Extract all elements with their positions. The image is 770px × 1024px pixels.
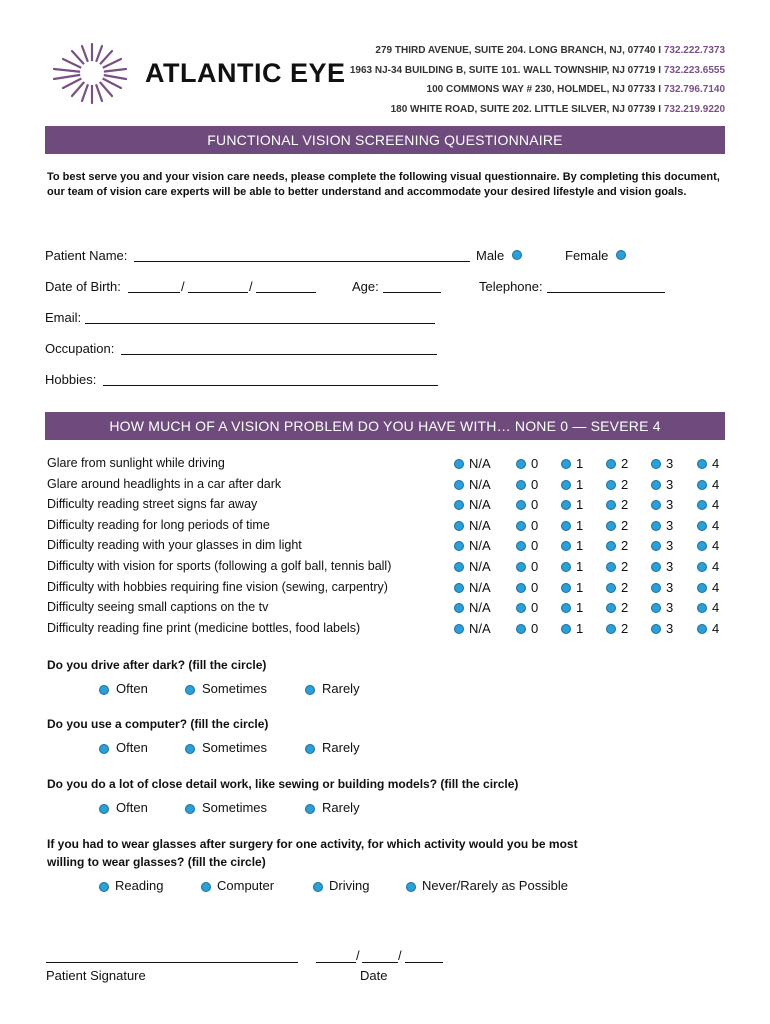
rating-option-label: 3 — [666, 497, 674, 512]
rating-radio[interactable] — [651, 562, 661, 572]
rating-option-label: 0 — [531, 456, 539, 471]
dob-separator: / — [181, 279, 185, 294]
address-line-3: 100 COMMONS WAY # 230, HOLMDEL, NJ 07733 I 732.796.7140 — [426, 84, 725, 95]
patient-signature-label: Patient Signature — [46, 968, 146, 983]
rating-radio[interactable] — [454, 603, 464, 613]
rating-option-label: 1 — [576, 497, 584, 512]
frequency-option-label: Often — [116, 740, 148, 755]
rating-option-label: 3 — [666, 600, 674, 615]
frequency-radio[interactable] — [99, 685, 109, 695]
rating-option-label: 3 — [666, 559, 674, 574]
date-day-field[interactable] — [362, 962, 398, 963]
rating-option-label: 1 — [576, 559, 584, 574]
logo-sunburst-icon — [46, 40, 138, 106]
rating-radio[interactable] — [516, 562, 526, 572]
rating-option-label: 2 — [621, 477, 629, 492]
rating-radio[interactable] — [561, 500, 571, 510]
rating-option-label: 2 — [621, 580, 629, 595]
rating-option-label: 0 — [531, 518, 539, 533]
rating-option-label: N/A — [469, 456, 491, 471]
rating-option-label: 4 — [712, 497, 720, 512]
rating-radio[interactable] — [651, 500, 661, 510]
rating-option-label: 1 — [576, 580, 584, 595]
rating-option-label: 3 — [666, 538, 674, 553]
occupation-label: Occupation: — [45, 341, 115, 356]
question-text: Do you drive after dark? (fill the circle) — [47, 658, 267, 672]
rating-option-label: 4 — [712, 518, 720, 533]
telephone-label: Telephone: — [479, 279, 543, 294]
rating-radio[interactable] — [561, 480, 571, 490]
rating-option-label: 3 — [666, 518, 674, 533]
problem-label: Glare around headlights in a car after dark — [47, 477, 282, 491]
rating-option-label: 2 — [621, 559, 629, 574]
rating-radio[interactable] — [561, 624, 571, 634]
rating-option-label: 4 — [712, 477, 720, 492]
rating-radio[interactable] — [516, 624, 526, 634]
rating-radio[interactable] — [516, 583, 526, 593]
rating-option-label: N/A — [469, 477, 491, 492]
rating-radio[interactable] — [454, 562, 464, 572]
male-label: Male — [476, 248, 505, 263]
frequency-option-label: Sometimes — [202, 740, 268, 755]
frequency-radio[interactable] — [185, 685, 195, 695]
occupation-field[interactable] — [121, 354, 437, 355]
intro-text: To best serve you and your vision care needs, please complete the following visual questionnaire. By completing this document, our team of vision care experts will be able to better understand and accommodate your desired lifestyle and vision goals. — [47, 171, 720, 198]
dob-day-field[interactable] — [188, 292, 248, 293]
frequency-option-label: Sometimes — [202, 800, 268, 815]
rating-option-label: 1 — [576, 456, 584, 471]
activity-radio[interactable] — [406, 882, 416, 892]
rating-radio[interactable] — [516, 459, 526, 469]
rating-option-label: 2 — [621, 518, 629, 533]
rating-option-label: 0 — [531, 538, 539, 553]
rating-radio[interactable] — [454, 624, 464, 634]
patient-name-field[interactable] — [134, 261, 470, 262]
rating-radio[interactable] — [561, 583, 571, 593]
activity-radio[interactable] — [201, 882, 211, 892]
rating-option-label: 1 — [576, 538, 584, 553]
rating-radio[interactable] — [561, 541, 571, 551]
rating-option-label: 2 — [621, 600, 629, 615]
problem-label: Glare from sunlight while driving — [47, 456, 225, 470]
male-radio[interactable] — [512, 250, 522, 260]
rating-radio[interactable] — [697, 603, 707, 613]
frequency-option-label: Often — [116, 681, 148, 696]
rating-radio[interactable] — [516, 500, 526, 510]
email-field[interactable] — [85, 323, 435, 324]
rating-radio[interactable] — [561, 459, 571, 469]
address-line-2: 1963 NJ-34 BUILDING B, SUITE 101. WALL TOWNSHIP, NJ 07719 I 732.223.6555 — [349, 65, 725, 76]
rating-option-label: N/A — [469, 518, 491, 533]
rating-radio[interactable] — [516, 541, 526, 551]
address-line-4: 180 WHITE ROAD, SUITE 202. LITTLE SILVER, NJ 07739 I 732.219.9220 — [390, 104, 725, 115]
female-label: Female — [565, 248, 609, 263]
frequency-radio[interactable] — [305, 744, 315, 754]
rating-radio[interactable] — [651, 583, 661, 593]
rating-radio[interactable] — [651, 521, 661, 531]
rating-radio[interactable] — [651, 624, 661, 634]
dob-label: Date of Birth: — [45, 279, 121, 294]
rating-radio[interactable] — [454, 541, 464, 551]
activity-radio[interactable] — [99, 882, 109, 892]
rating-radio[interactable] — [606, 459, 616, 469]
question-text: Do you do a lot of close detail work, like sewing or building models? (fill the circle) — [47, 777, 519, 791]
rating-option-label: N/A — [469, 538, 491, 553]
rating-radio[interactable] — [697, 459, 707, 469]
problem-label: Difficulty reading fine print (medicine bottles, food labels) — [47, 621, 361, 635]
address-line-1: 279 THIRD AVENUE, SUITE 204. LONG BRANCH, NJ, 07740 I 732.222.7373 — [375, 45, 725, 56]
problem-label: Difficulty reading with your glasses in dim light — [47, 538, 302, 552]
rating-radio[interactable] — [651, 541, 661, 551]
activity-option-label: Driving — [329, 878, 370, 893]
rating-radio[interactable] — [697, 583, 707, 593]
activity-radio[interactable] — [313, 882, 323, 892]
rating-option-label: 2 — [621, 497, 629, 512]
rating-radio[interactable] — [606, 500, 616, 510]
rating-option-label: 3 — [666, 580, 674, 595]
frequency-radio[interactable] — [99, 744, 109, 754]
rating-radio[interactable] — [697, 541, 707, 551]
rating-option-label: 1 — [576, 477, 584, 492]
problem-label: Difficulty reading for long periods of time — [47, 518, 270, 532]
rating-radio[interactable] — [606, 562, 616, 572]
question-text: Do you use a computer? (fill the circle) — [47, 717, 269, 731]
rating-radio[interactable] — [516, 603, 526, 613]
rating-option-label: N/A — [469, 559, 491, 574]
rating-option-label: 0 — [531, 600, 539, 615]
rating-option-label: 1 — [576, 621, 584, 636]
frequency-radio[interactable] — [305, 804, 315, 814]
frequency-option-label: Rarely — [322, 681, 360, 696]
logo-text: ATLANTIC EYE — [145, 58, 346, 88]
rating-radio[interactable] — [651, 459, 661, 469]
date-separator: / — [356, 948, 360, 963]
rating-option-label: 0 — [531, 497, 539, 512]
rating-radio[interactable] — [606, 541, 616, 551]
date-month-field[interactable] — [316, 962, 356, 963]
rating-radio[interactable] — [606, 624, 616, 634]
rating-radio[interactable] — [454, 583, 464, 593]
rating-option-label: 4 — [712, 456, 720, 471]
frequency-radio[interactable] — [99, 804, 109, 814]
frequency-radio[interactable] — [185, 744, 195, 754]
rating-option-label: 4 — [712, 621, 720, 636]
rating-radio[interactable] — [697, 521, 707, 531]
rating-option-label: 4 — [712, 600, 720, 615]
rating-radio[interactable] — [454, 480, 464, 490]
dob-month-field[interactable] — [128, 292, 180, 293]
female-radio[interactable] — [616, 250, 626, 260]
rating-option-label: 4 — [712, 559, 720, 574]
rating-radio[interactable] — [697, 562, 707, 572]
rating-option-label: 0 — [531, 580, 539, 595]
rating-option-label: 3 — [666, 621, 674, 636]
rating-option-label: 1 — [576, 518, 584, 533]
dob-year-field[interactable] — [256, 292, 316, 293]
rating-radio[interactable] — [697, 500, 707, 510]
problem-label: Difficulty with hobbies requiring fine vision (sewing, carpentry) — [47, 580, 388, 594]
final-question-line1: If you had to wear glasses after surgery for one activity, for which activity would you be most — [47, 837, 578, 851]
hobbies-field[interactable] — [103, 385, 438, 386]
rating-radio[interactable] — [651, 480, 661, 490]
form-title-bar: FUNCTIONAL VISION SCREENING QUESTIONNAIRE — [45, 126, 725, 154]
rating-option-label: N/A — [469, 580, 491, 595]
frequency-option-label: Often — [116, 800, 148, 815]
frequency-radio[interactable] — [185, 804, 195, 814]
date-year-field[interactable] — [405, 962, 443, 963]
rating-option-label: 4 — [712, 538, 720, 553]
rating-option-label: 0 — [531, 621, 539, 636]
age-label: Age: — [352, 279, 379, 294]
rating-radio[interactable] — [516, 480, 526, 490]
rating-radio[interactable] — [651, 603, 661, 613]
rating-radio[interactable] — [606, 521, 616, 531]
rating-option-label: N/A — [469, 621, 491, 636]
rating-option-label: 2 — [621, 456, 629, 471]
problem-label: Difficulty reading street signs far away — [47, 497, 258, 511]
final-question-line2: willing to wear glasses? (fill the circle) — [47, 855, 266, 869]
rating-option-label: 1 — [576, 600, 584, 615]
date-separator: / — [398, 948, 402, 963]
rating-radio[interactable] — [561, 603, 571, 613]
hobbies-label: Hobbies: — [45, 372, 97, 387]
rating-radio[interactable] — [454, 459, 464, 469]
frequency-radio[interactable] — [305, 685, 315, 695]
telephone-field[interactable] — [547, 292, 665, 293]
frequency-option-label: Rarely — [322, 740, 360, 755]
rating-option-label: 2 — [621, 621, 629, 636]
rating-option-label: 0 — [531, 559, 539, 574]
rating-option-label: 2 — [621, 538, 629, 553]
rating-option-label: N/A — [469, 600, 491, 615]
rating-radio[interactable] — [454, 521, 464, 531]
rating-radio[interactable] — [561, 521, 571, 531]
rating-radio[interactable] — [606, 583, 616, 593]
dob-separator: / — [249, 279, 253, 294]
date-label: Date — [360, 968, 388, 983]
activity-option-label: Computer — [217, 878, 275, 893]
rating-radio[interactable] — [606, 480, 616, 490]
rating-radio[interactable] — [697, 624, 707, 634]
rating-radio[interactable] — [454, 500, 464, 510]
rating-option-label: 4 — [712, 580, 720, 595]
frequency-option-label: Sometimes — [202, 681, 268, 696]
rating-option-label: 0 — [531, 477, 539, 492]
rating-option-label: N/A — [469, 497, 491, 512]
rating-radio[interactable] — [606, 603, 616, 613]
rating-radio[interactable] — [697, 480, 707, 490]
rating-option-label: 3 — [666, 477, 674, 492]
patient-name-label: Patient Name: — [45, 248, 128, 263]
rating-option-label: 3 — [666, 456, 674, 471]
activity-option-label: Never/Rarely as Possible — [422, 878, 568, 893]
patient-signature-field[interactable] — [46, 962, 298, 963]
problem-label: Difficulty seeing small captions on the tv — [47, 600, 269, 614]
frequency-option-label: Rarely — [322, 800, 360, 815]
rating-radio[interactable] — [561, 562, 571, 572]
scale-header-bar: HOW MUCH OF A VISION PROBLEM DO YOU HAVE WITH… NONE 0 — SEVERE 4 — [45, 412, 725, 440]
problem-label: Difficulty with vision for sports (following a golf ball, tennis ball) — [47, 559, 392, 573]
rating-radio[interactable] — [516, 521, 526, 531]
activity-option-label: Reading — [115, 878, 164, 893]
email-label: Email: — [45, 310, 82, 325]
age-field[interactable] — [383, 292, 441, 293]
